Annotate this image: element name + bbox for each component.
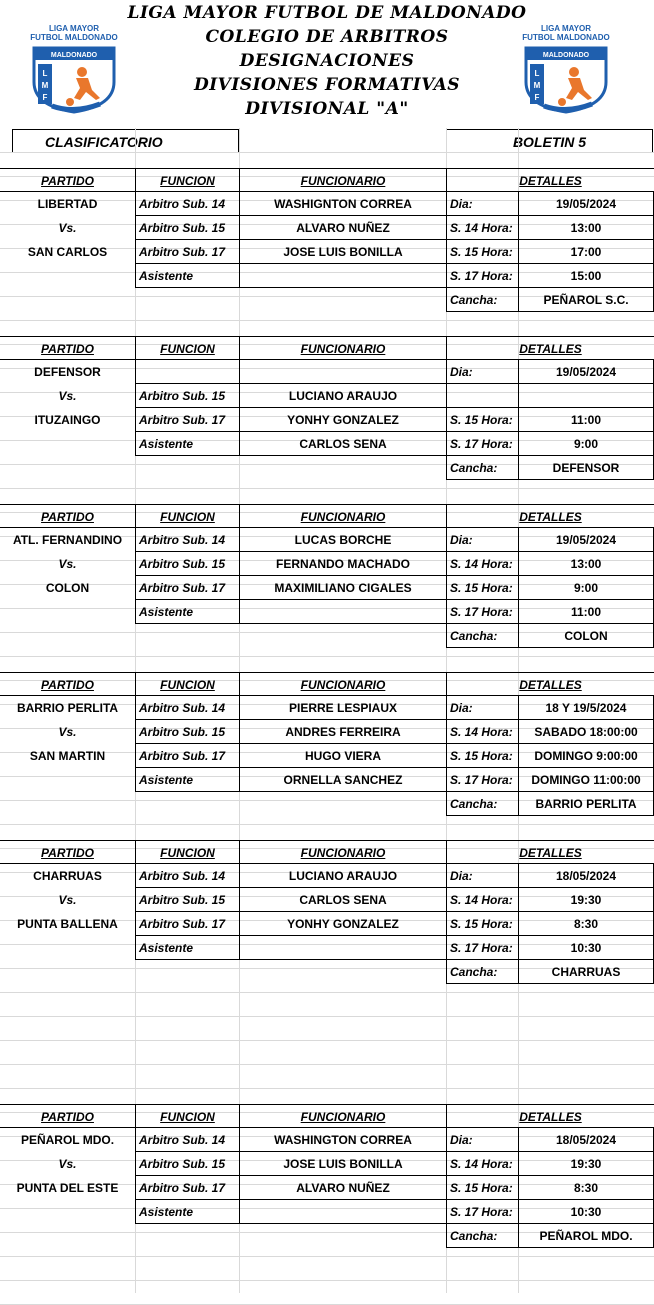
svg-text:F: F — [42, 93, 48, 102]
col-header-funcion: FUNCION — [135, 1104, 239, 1128]
col-header-funcion: FUNCION — [135, 840, 239, 864]
home-team: CHARRUAS — [33, 869, 102, 883]
section-title: CLASIFICATORIO — [12, 129, 239, 153]
official-name: CARLOS SENA — [239, 888, 446, 912]
detail-value: 15:00 — [518, 264, 654, 288]
detail-label: S. 17 Hora: — [446, 768, 518, 792]
role-label: Arbitro Sub. 15 — [135, 552, 239, 576]
role-label: Asistente — [135, 264, 239, 288]
official-name: MAXIMILIANO CIGALES — [239, 576, 446, 600]
col-header-funcionario: FUNCIONARIO — [239, 672, 446, 696]
detail-value: SABADO 18:00:00 — [518, 720, 654, 744]
detail-label: Dia: — [446, 1128, 518, 1152]
col-header-detalles: DETALLES — [446, 336, 654, 360]
detail-label: S. 15 Hora: — [446, 576, 518, 600]
role-label: Arbitro Sub. 14 — [135, 696, 239, 720]
col-header-funcion: FUNCION — [135, 672, 239, 696]
detail-label: S. 15 Hora: — [446, 1176, 518, 1200]
detail-value: 19:30 — [518, 1152, 654, 1176]
role-label: Arbitro Sub. 14 — [135, 1128, 239, 1152]
versus-label: Vs. — [58, 557, 77, 571]
role-label: Arbitro Sub. 17 — [135, 1176, 239, 1200]
detail-value: 18/05/2024 — [518, 864, 654, 888]
detail-value: 18/05/2024 — [518, 1128, 654, 1152]
official-name: HUGO VIERA — [239, 744, 446, 768]
col-header-partido: PARTIDO — [0, 672, 135, 696]
detail-label: Dia: — [446, 360, 518, 384]
detail-label: S. 14 Hora: — [446, 720, 518, 744]
detail-label: S. 14 Hora: — [446, 216, 518, 240]
col-header-detalles: DETALLES — [446, 1104, 654, 1128]
document-header — [0, 0, 654, 128]
official-name — [239, 264, 446, 288]
detail-label: S. 15 Hora: — [446, 912, 518, 936]
official-name: YONHY GONZALEZ — [239, 408, 446, 432]
away-team: COLON — [45, 581, 90, 595]
shield-emblem — [518, 42, 614, 114]
svg-text:M: M — [41, 81, 49, 90]
shield-emblem — [26, 42, 122, 114]
detail-label: Cancha: — [446, 792, 518, 816]
detail-label: S. 17 Hora: — [446, 600, 518, 624]
college-title: COLEGIO DE ARBITROS — [205, 27, 449, 47]
official-name: PIERRE LESPIAUX — [239, 696, 446, 720]
detail-label — [446, 384, 518, 408]
detail-value — [518, 384, 654, 408]
detail-value: 18 Y 19/5/2024 — [518, 696, 654, 720]
official-name: JOSE LUIS BONILLA — [239, 240, 446, 264]
role-label — [135, 360, 239, 384]
home-team: LIBERTAD — [37, 197, 98, 211]
col-header-funcionario: FUNCIONARIO — [239, 168, 446, 192]
svg-text:L: L — [42, 69, 48, 78]
svg-text:L: L — [534, 69, 540, 78]
svg-text:MALDONADO: MALDONADO — [50, 52, 98, 59]
col-header-partido: PARTIDO — [0, 504, 135, 528]
role-label: Arbitro Sub. 15 — [135, 888, 239, 912]
detail-label: S. 15 Hora: — [446, 240, 518, 264]
detail-label: Cancha: — [446, 456, 518, 480]
detail-value: 10:30 — [518, 1200, 654, 1224]
official-name: YONHY GONZALEZ — [239, 912, 446, 936]
official-name: ANDRES FERREIRA — [239, 720, 446, 744]
role-label: Arbitro Sub. 15 — [135, 384, 239, 408]
detail-value: COLON — [518, 624, 654, 648]
detail-value: DOMINGO 9:00:00 — [518, 744, 654, 768]
official-name: ALVARO NUÑEZ — [239, 1176, 446, 1200]
col-header-partido: PARTIDO — [0, 840, 135, 864]
home-team: DEFENSOR — [34, 365, 101, 379]
away-team: ITUZAINGO — [34, 413, 101, 427]
detail-label: Cancha: — [446, 288, 518, 312]
designations-title: DESIGNACIONES — [239, 51, 415, 71]
role-label: Arbitro Sub. 17 — [135, 408, 239, 432]
detail-label: S. 14 Hora: — [446, 888, 518, 912]
detail-label: Dia: — [446, 528, 518, 552]
detail-value: 8:30 — [518, 1176, 654, 1200]
detail-value: 11:00 — [518, 600, 654, 624]
role-label: Asistente — [135, 936, 239, 960]
detail-label: Dia: — [446, 864, 518, 888]
official-name — [239, 1200, 446, 1224]
detail-value: 19:30 — [518, 888, 654, 912]
detail-label: S. 17 Hora: — [446, 936, 518, 960]
detail-label: S. 14 Hora: — [446, 1152, 518, 1176]
official-name: WASHINGTON CORREA — [239, 1128, 446, 1152]
role-label: Asistente — [135, 432, 239, 456]
role-label: Asistente — [135, 600, 239, 624]
detail-value: DEFENSOR — [518, 456, 654, 480]
detail-value: 19/05/2024 — [518, 360, 654, 384]
versus-label: Vs. — [58, 389, 77, 403]
bulletin-title: BOLETIN 5 — [446, 129, 653, 153]
detail-value: CHARRUAS — [518, 960, 654, 984]
detail-value: 13:00 — [518, 216, 654, 240]
league-title: LIGA MAYOR FUTBOL DE MALDONADO — [127, 3, 527, 23]
role-label: Asistente — [135, 1200, 239, 1224]
role-label: Arbitro Sub. 14 — [135, 528, 239, 552]
role-label: Arbitro Sub. 14 — [135, 192, 239, 216]
detail-value: PEÑAROL MDO. — [518, 1224, 654, 1248]
official-name: LUCIANO ARAUJO — [239, 384, 446, 408]
detail-label: S. 15 Hora: — [446, 408, 518, 432]
away-team: SAN CARLOS — [27, 245, 108, 259]
col-header-funcionario: FUNCIONARIO — [239, 504, 446, 528]
col-header-partido: PARTIDO — [0, 168, 135, 192]
divisional-title: DIVISIONAL "A" — [245, 99, 409, 119]
role-label: Arbitro Sub. 14 — [135, 864, 239, 888]
detail-label: Cancha: — [446, 960, 518, 984]
col-header-funcionario: FUNCIONARIO — [239, 840, 446, 864]
col-header-detalles: DETALLES — [446, 840, 654, 864]
detail-label: Cancha: — [446, 1224, 518, 1248]
official-name — [239, 600, 446, 624]
col-header-detalles: DETALLES — [446, 672, 654, 696]
role-label: Arbitro Sub. 15 — [135, 720, 239, 744]
detail-label: S. 15 Hora: — [446, 744, 518, 768]
versus-label: Vs. — [58, 725, 77, 739]
divisions-title: DIVISIONES FORMATIVAS — [193, 75, 461, 95]
col-header-funcion: FUNCION — [135, 504, 239, 528]
versus-label: Vs. — [58, 893, 77, 907]
away-team: PUNTA DEL ESTE — [16, 1181, 119, 1195]
league-logo-left: LIGA MAYOR FUTBOL MALDONADO MALDONADO L M F — [26, 20, 122, 114]
detail-label: S. 14 Hora: — [446, 552, 518, 576]
role-label: Asistente — [135, 768, 239, 792]
svg-text:M: M — [533, 81, 541, 90]
detail-label: S. 17 Hora: — [446, 432, 518, 456]
official-name: JOSE LUIS BONILLA — [239, 1152, 446, 1176]
role-label: Arbitro Sub. 17 — [135, 576, 239, 600]
col-header-funcion: FUNCION — [135, 336, 239, 360]
detail-value: 13:00 — [518, 552, 654, 576]
svg-text:MALDONADO: MALDONADO — [542, 52, 590, 59]
detail-label: Dia: — [446, 192, 518, 216]
official-name: CARLOS SENA — [239, 432, 446, 456]
detail-value: 11:00 — [518, 408, 654, 432]
detail-value: 19/05/2024 — [518, 192, 654, 216]
home-team: ATL. FERNANDINO — [12, 533, 123, 547]
official-name — [239, 360, 446, 384]
role-label: Arbitro Sub. 15 — [135, 1152, 239, 1176]
official-name: ALVARO NUÑEZ — [239, 216, 446, 240]
versus-label: Vs. — [58, 221, 77, 235]
role-label: Arbitro Sub. 17 — [135, 744, 239, 768]
col-header-partido: PARTIDO — [0, 336, 135, 360]
versus-label: Vs. — [58, 1157, 77, 1171]
official-name: LUCAS BORCHE — [239, 528, 446, 552]
col-header-detalles: DETALLES — [446, 168, 654, 192]
col-header-detalles: DETALLES — [446, 504, 654, 528]
official-name: LUCIANO ARAUJO — [239, 864, 446, 888]
svg-text:F: F — [534, 93, 540, 102]
detail-value: 10:30 — [518, 936, 654, 960]
official-name: FERNANDO MACHADO — [239, 552, 446, 576]
col-header-funcionario: FUNCIONARIO — [239, 336, 446, 360]
role-label: Arbitro Sub. 17 — [135, 240, 239, 264]
role-label: Arbitro Sub. 15 — [135, 216, 239, 240]
away-team: SAN MARTIN — [29, 749, 106, 763]
home-team: BARRIO PERLITA — [16, 701, 119, 715]
col-header-partido: PARTIDO — [0, 1104, 135, 1128]
away-team: PUNTA BALLENA — [17, 917, 118, 931]
role-label: Arbitro Sub. 17 — [135, 912, 239, 936]
league-logo-right: LIGA MAYOR FUTBOL MALDONADO MALDONADO L M F — [518, 20, 614, 114]
detail-value: 9:00 — [518, 432, 654, 456]
detail-value: PEÑAROL S.C. — [518, 288, 654, 312]
detail-label: Cancha: — [446, 624, 518, 648]
detail-value: DOMINGO 11:00:00 — [518, 768, 654, 792]
col-header-funcion: FUNCION — [135, 168, 239, 192]
detail-value: 17:00 — [518, 240, 654, 264]
official-name: WASHIGNTON CORREA — [239, 192, 446, 216]
detail-label: Dia: — [446, 696, 518, 720]
official-name — [239, 936, 446, 960]
detail-value: 8:30 — [518, 912, 654, 936]
official-name: ORNELLA SANCHEZ — [239, 768, 446, 792]
col-header-funcionario: FUNCIONARIO — [239, 1104, 446, 1128]
home-team: PEÑAROL MDO. — [20, 1133, 115, 1147]
detail-value: BARRIO PERLITA — [518, 792, 654, 816]
detail-value: 19/05/2024 — [518, 528, 654, 552]
detail-label: S. 17 Hora: — [446, 264, 518, 288]
detail-label: S. 17 Hora: — [446, 1200, 518, 1224]
detail-value: 9:00 — [518, 576, 654, 600]
